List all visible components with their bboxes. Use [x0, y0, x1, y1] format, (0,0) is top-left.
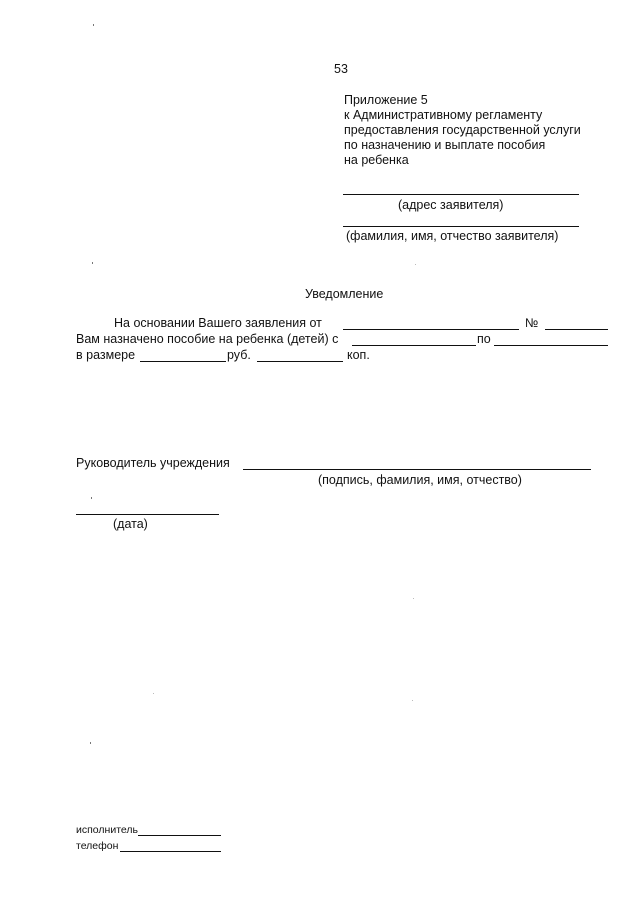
applicant-address-label: (адрес заявителя) [398, 198, 504, 212]
appendix-line-4: по назначению и выплате пособия [344, 138, 546, 152]
head-of-institution-label: Руководитель учреждения [76, 456, 230, 470]
body-line-3-text: в размере [76, 348, 136, 362]
number-sign: № [525, 316, 539, 330]
applicant-name-field [343, 226, 579, 227]
kop-label: коп. [347, 348, 370, 362]
scan-speck [415, 264, 416, 265]
appendix-line-5: на ребенка [344, 153, 409, 167]
applicant-address-field [343, 194, 579, 195]
signature-caption: (подпись, фамилия, имя, отчество) [318, 473, 522, 487]
phone-label: телефон [76, 840, 119, 852]
application-date-field [343, 329, 519, 330]
application-number-field [545, 329, 608, 330]
scan-speck [93, 24, 94, 26]
body-line-1-text: На основании Вашего заявления от [114, 316, 322, 330]
amount-kop-field [257, 361, 343, 362]
date-field [76, 514, 219, 515]
appendix-line-1: Приложение 5 [344, 93, 428, 107]
phone-field [120, 851, 221, 852]
executor-field [138, 835, 221, 836]
page-number: 53 [334, 62, 348, 76]
scan-speck [153, 693, 154, 694]
scan-speck [92, 262, 93, 264]
executor-label: исполнитель [76, 824, 138, 836]
signature-field [243, 469, 591, 470]
date-label: (дата) [113, 517, 148, 531]
scan-speck [412, 700, 413, 701]
appendix-line-2: к Административному регламенту [344, 108, 543, 122]
scan-speck [91, 497, 92, 499]
benefit-start-date-field [352, 345, 476, 346]
appendix-line-3: предоставления государственной услуги [344, 123, 581, 137]
benefit-end-date-field [494, 345, 608, 346]
scan-speck [90, 742, 91, 744]
scan-speck [413, 598, 414, 599]
to-label: по [477, 332, 491, 346]
document-title: Уведомление [305, 287, 384, 301]
amount-rub-field [140, 361, 226, 362]
body-line-2-text: Вам назначено пособие на ребенка (детей) с [76, 332, 339, 346]
applicant-name-label: (фамилия, имя, отчество заявителя) [346, 229, 559, 243]
rub-label: руб. [227, 348, 251, 362]
